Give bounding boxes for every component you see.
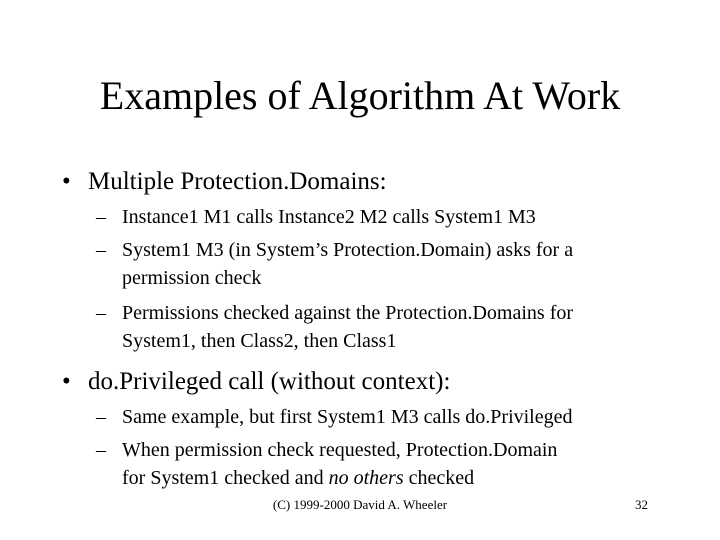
bullet-text: Multiple Protection.Domains: xyxy=(88,168,387,195)
page-number: 32 xyxy=(635,497,648,512)
bullet-glyph: • xyxy=(62,168,71,195)
dash-glyph: – xyxy=(96,239,106,261)
sub-item-text xyxy=(122,436,682,492)
sub-item-line: System1, then Class2, then Class1 xyxy=(122,330,397,352)
sub-item-text xyxy=(122,299,682,355)
sub-item-line: for System1 checked and xyxy=(122,467,329,489)
slide-title: Examples of Algorithm At Work xyxy=(99,73,621,118)
dash-glyph: – xyxy=(96,206,106,228)
sub-item-line: System1 M3 (in System’s Protection.Domain) asks for a xyxy=(122,239,574,261)
bullet-text: do.Privileged call (without context): xyxy=(88,368,451,395)
sub-item-text xyxy=(122,236,682,292)
bullet-glyph: • xyxy=(62,368,71,395)
footer-copyright: (C) 1999-2000 David A. Wheeler xyxy=(272,497,448,512)
sub-item-text: Instance1 M1 calls Instance2 M2 calls System1 M3 xyxy=(122,206,536,228)
dash-glyph: – xyxy=(96,406,106,428)
sub-item-line: checked xyxy=(403,467,475,489)
sub-item-line: Permissions checked against the Protection.Domains for xyxy=(122,302,574,324)
dash-glyph: – xyxy=(96,439,106,461)
emphasis-text: no others xyxy=(328,467,404,489)
sub-item-line: permission check xyxy=(122,267,262,289)
dash-glyph: – xyxy=(96,302,106,324)
sub-item-text: Same example, but first System1 M3 calls do.Privileged xyxy=(122,406,573,428)
sub-item-line: When permission check requested, Protection.Domain xyxy=(122,439,558,461)
